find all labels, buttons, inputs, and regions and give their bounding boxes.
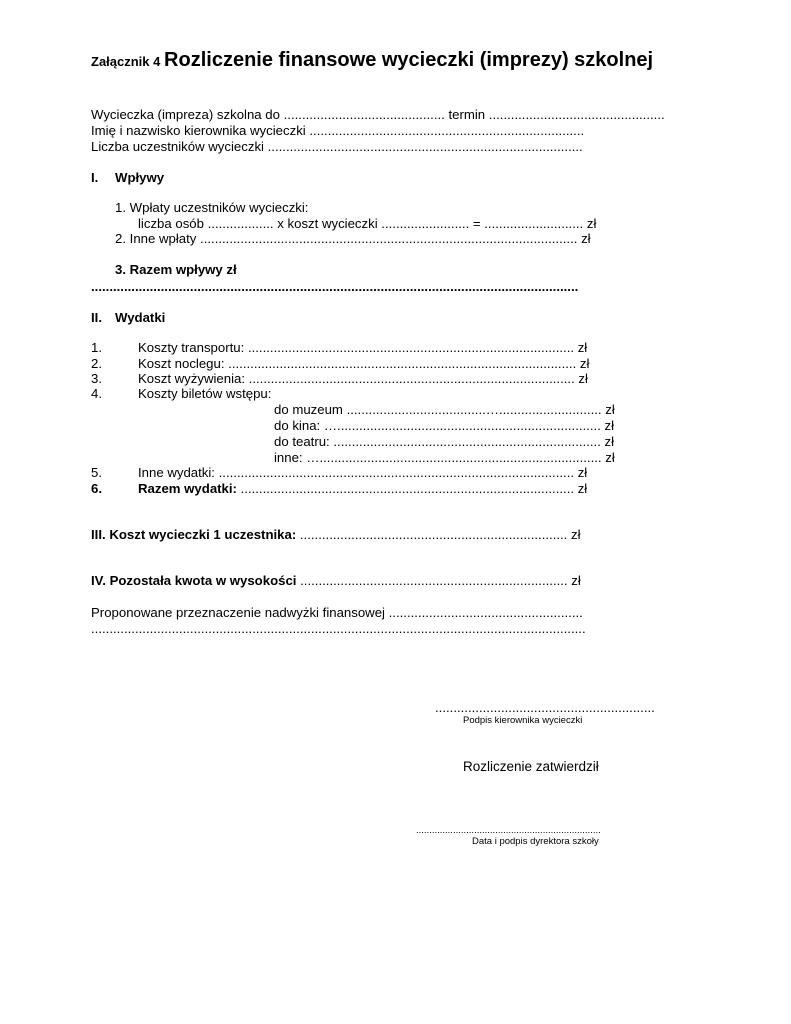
page-title — [91, 47, 653, 75]
expense-row-2-number: 2. — [91, 356, 102, 371]
participants-count-line: Liczba uczestników wycieczki ...................................................................................... — [91, 139, 583, 154]
director-signature-dots: ...................................................................... — [416, 825, 601, 836]
expense-row-4-text: Koszty biletów wstępu: — [138, 386, 272, 401]
expense-row-3-text: Koszt wyżywienia: ......................................................................................... zł — [138, 371, 588, 386]
section-1-number: I. — [91, 170, 99, 185]
section-2-number: II. — [91, 310, 102, 325]
ticket-museum: do muzeum ......................................…............................ zł — [274, 402, 615, 417]
section-4-label: IV. Pozostała kwota w wysokości — [91, 573, 297, 588]
leader-signature-label: Podpis kierownika wycieczki — [463, 715, 583, 726]
expense-total-number: 6. — [91, 481, 102, 496]
attachment-label: Załącznik 4 — [91, 54, 161, 69]
income-item-2: 2. Inne wpłaty ....................................................................................................... zł — [115, 231, 591, 246]
section-2-heading: Wydatki — [115, 310, 166, 325]
expense-other-number: 5. — [91, 465, 102, 480]
expense-other-text: Inne wydatki: ................................................................................................. zł — [138, 465, 588, 480]
ticket-other: inne: …............................................................................. zł — [274, 450, 615, 465]
expense-row-4-number: 4. — [91, 386, 102, 401]
expense-total-dots: ........................................................................................... zł — [236, 481, 588, 496]
income-total-dots: ..................................................................................................................................... — [91, 279, 579, 294]
section-4-dots: ......................................................................... zł — [296, 573, 581, 588]
document-title: Rozliczenie finansowe wycieczki (imprezy) szkolnej — [164, 49, 654, 71]
ticket-theatre: do teatru: ......................................................................... zł — [274, 434, 615, 449]
section-3-label: III. Koszt wycieczki 1 uczestnika: — [91, 527, 297, 542]
expense-row-1-text: Koszty transportu: ......................................................................................... zł — [138, 340, 588, 355]
trip-destination-line: Wycieczka (impreza) szkolna do ............................................ termin ................................................ — [91, 107, 665, 122]
income-total: 3. Razem wpływy zł — [115, 262, 237, 277]
surplus-line-1: Proponowane przeznaczenie nadwyżki finansowej ..................................................... — [91, 605, 583, 620]
surplus-line-2: ....................................................................................................................................... — [91, 621, 586, 636]
approved-by-label: Rozliczenie zatwierdził — [463, 759, 599, 774]
section-4-line — [91, 573, 581, 589]
section-1-heading: Wpływy — [115, 170, 165, 185]
section-3-line — [91, 527, 581, 543]
expense-row-3-number: 3. — [91, 371, 102, 386]
section-3-dots: ......................................................................... zł — [296, 527, 581, 542]
income-item-1-calc: liczba osób .................. x koszt wycieczki ........................ = ........................... zł — [138, 216, 597, 231]
income-item-1: 1. Wpłaty uczestników wycieczki: — [115, 200, 309, 215]
trip-leader-line: Imię i nazwisko kierownika wycieczki ........................................................................... — [91, 123, 585, 138]
expense-row-2-text: Koszt noclegu: ............................................................................................... zł — [138, 356, 590, 371]
expense-total-line — [138, 481, 587, 497]
ticket-cinema: do kina: …........................................................................ zł — [274, 418, 615, 433]
expense-total-label: Razem wydatki: — [138, 481, 237, 496]
expense-row-1-number: 1. — [91, 340, 102, 355]
director-signature-label: Data i podpis dyrektora szkoły — [472, 836, 599, 847]
leader-signature-dots: ............................................................ — [435, 700, 655, 715]
